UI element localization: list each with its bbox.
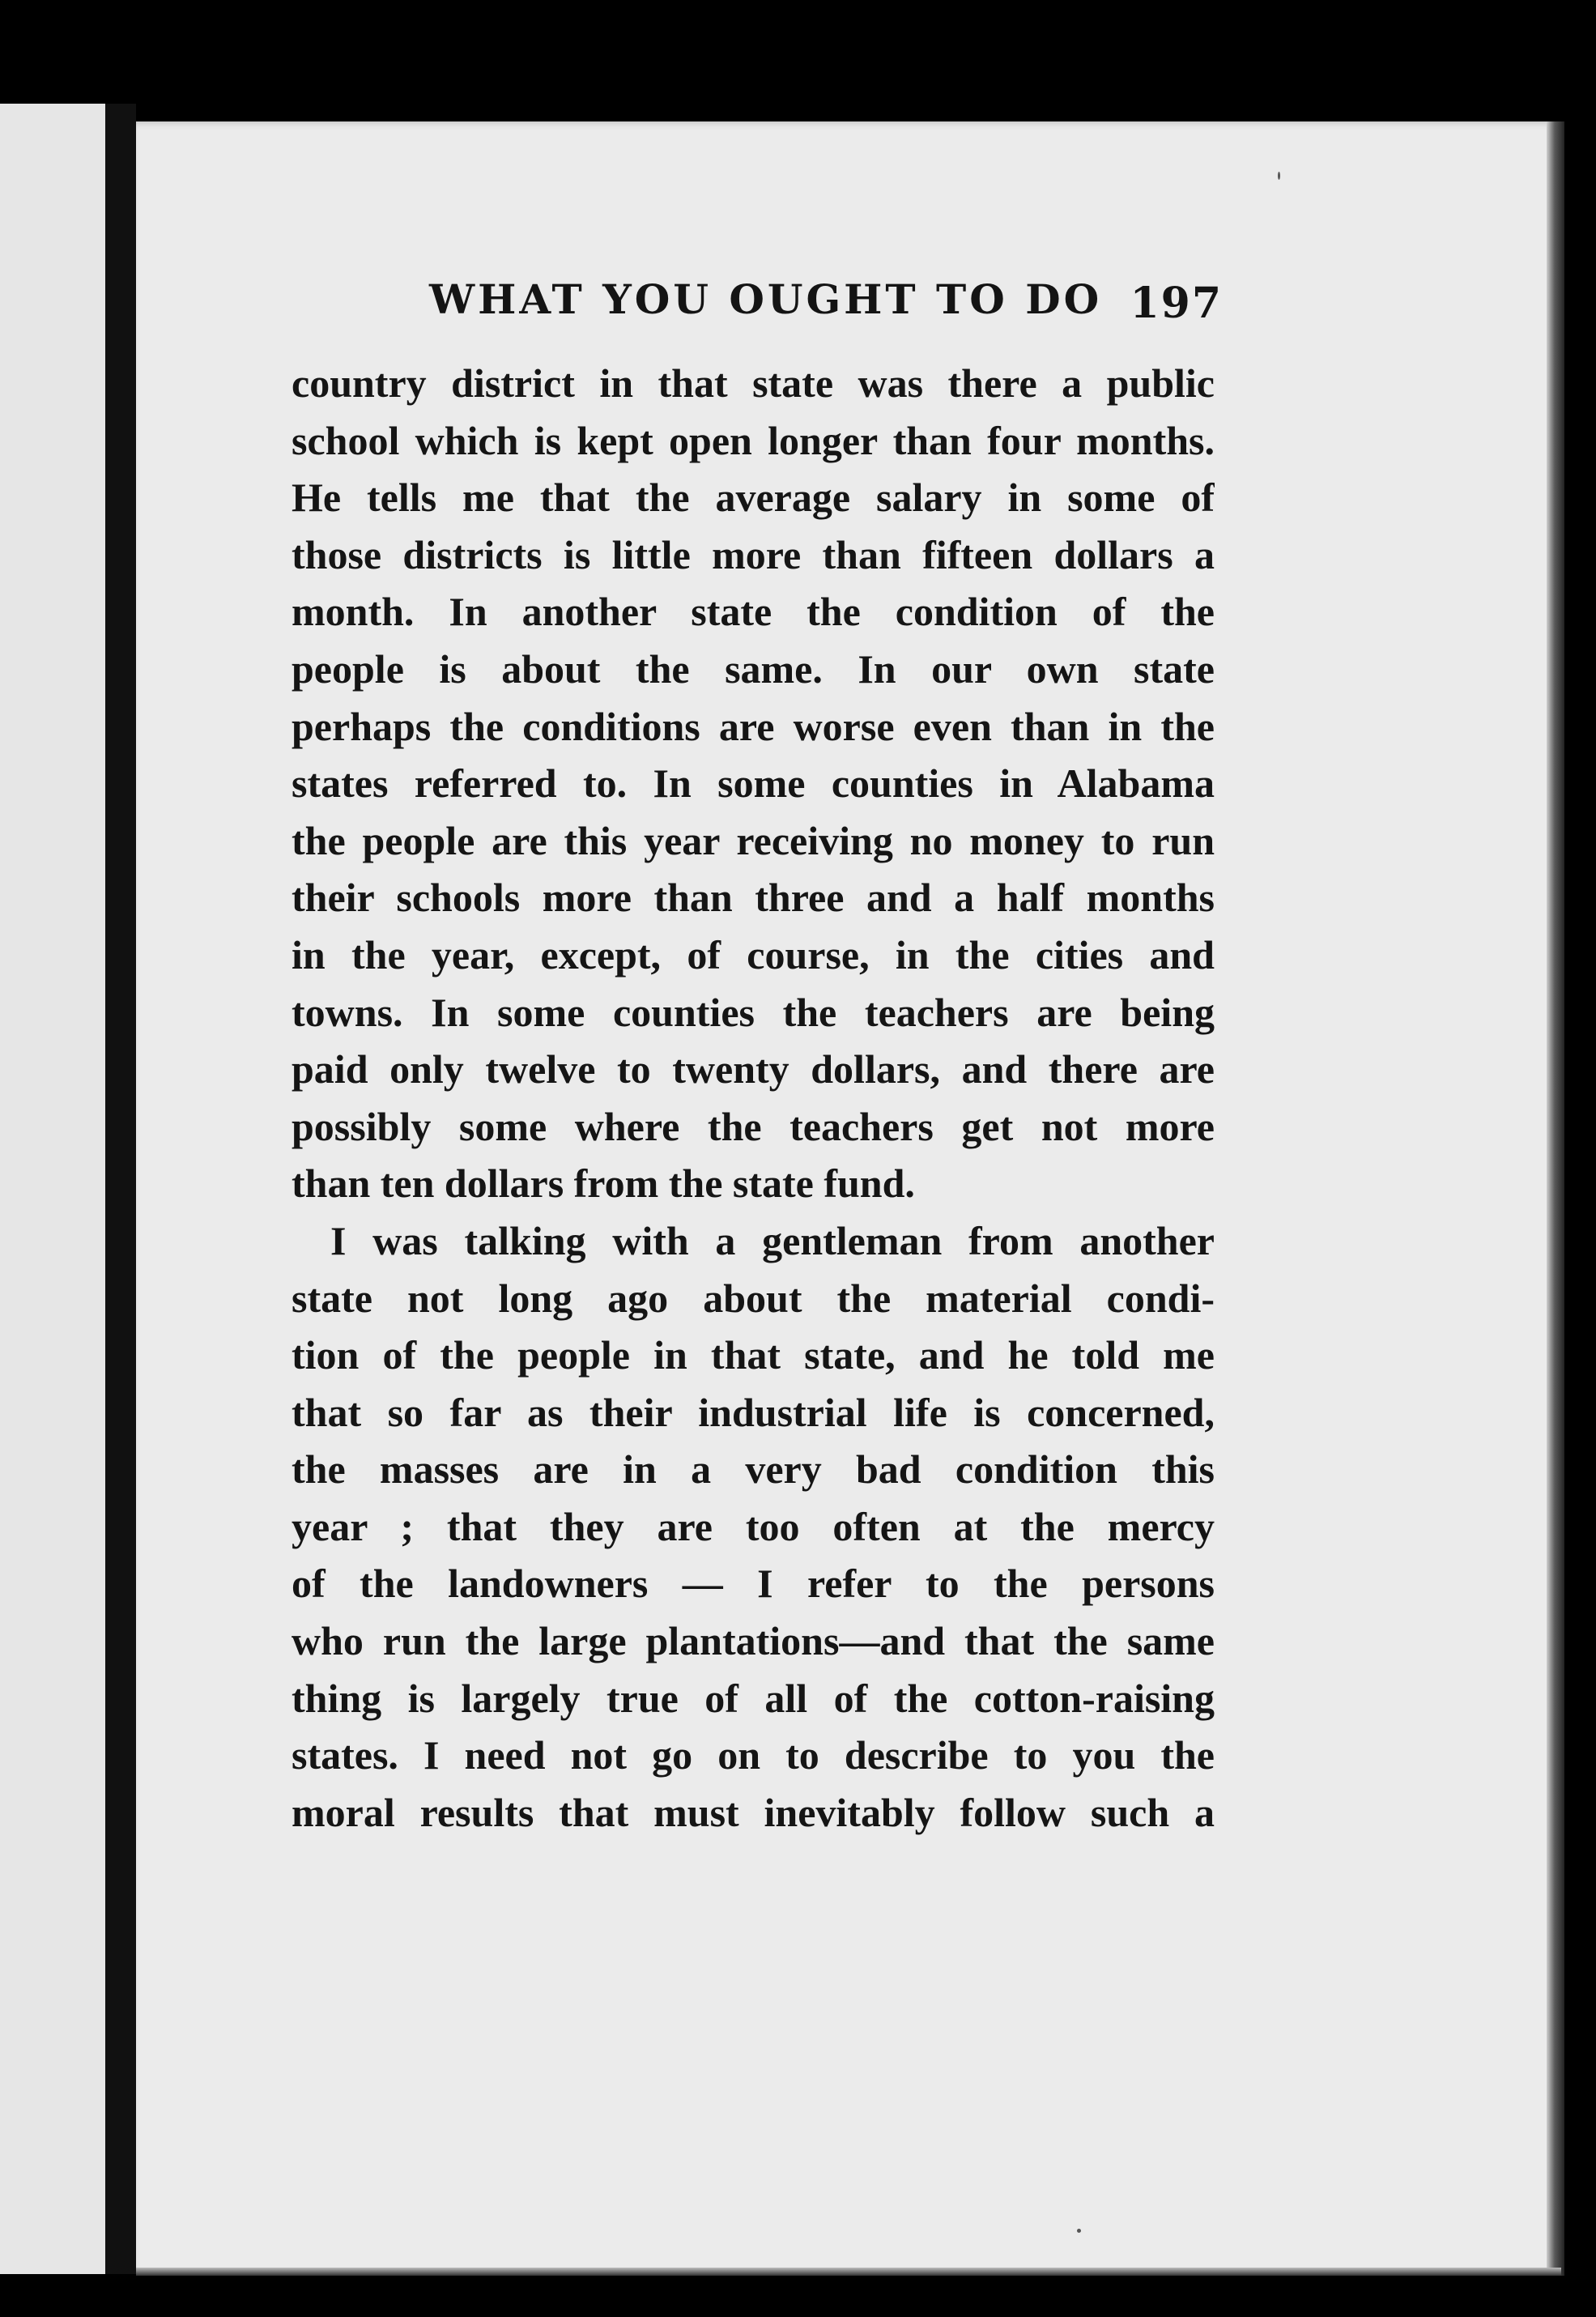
facing-page-edge [0, 104, 112, 2274]
page-fore-edge [1547, 121, 1564, 2276]
paragraph [292, 355, 1215, 1212]
text-line: tion of the people in that state, and he told me [292, 1332, 1215, 1378]
page-number: 197 [1130, 279, 1223, 328]
text-line: than ten dollars from the state fund. [292, 1161, 915, 1207]
text-line: month. In another state the condition of the [292, 589, 1215, 635]
text-line: school which is kept open longer than four months. [292, 417, 1215, 463]
scan-speck [1278, 172, 1280, 180]
text-line: in the year, except, of course, in the cities and [292, 931, 1215, 977]
text-line: people is about the same. In our own state [292, 645, 1215, 692]
text-line: perhaps the conditions are worse even than in the [292, 703, 1215, 749]
running-head [429, 269, 1223, 342]
text-line: country district in that state was there a public [292, 360, 1215, 406]
text-line: He tells me that the average salary in some of [292, 475, 1215, 521]
text-line: states. I need not go on to describe to you the [292, 1732, 1215, 1778]
text-line: who run the large plantations—and that the same [292, 1618, 1215, 1664]
text-line: year ; that they are too often at the mercy [292, 1503, 1215, 1549]
paragraph [292, 1212, 1215, 1842]
text-line: states referred to. In some counties in Alabama [292, 760, 1215, 807]
text-line: their schools more than three and a half months [292, 875, 1215, 921]
page-bottom-edge [136, 2268, 1561, 2276]
text-line: the people are this year receiving no money to run [292, 817, 1215, 863]
text-line: towns. In some counties the teachers are being [292, 989, 1215, 1035]
text-line: I was talking with a gentleman from another [330, 1217, 1215, 1263]
running-title: WHAT YOU OUGHT TO DO [429, 275, 1103, 323]
text-line: moral results that must inevitably follow such a [292, 1789, 1215, 1835]
text-line: of the landowners — I refer to the persons [292, 1561, 1215, 1607]
text-line: paid only twelve to twenty dollars, and there are [292, 1046, 1215, 1092]
text-line: state not long ago about the material condi- [292, 1275, 1215, 1321]
text-line: that so far as their industrial life is concerned, [292, 1389, 1215, 1435]
text-line: thing is largely true of all of the cotton-raising [292, 1675, 1215, 1721]
gutter-shadow [105, 104, 136, 2274]
scan-speck [1077, 2229, 1081, 2233]
page-body-text [292, 355, 1215, 1841]
text-line: those districts is little more than fifteen dollars a [292, 531, 1215, 577]
text-line: possibly some where the teachers get not more [292, 1103, 1215, 1149]
text-line: the masses are in a very bad condition this [292, 1446, 1215, 1493]
